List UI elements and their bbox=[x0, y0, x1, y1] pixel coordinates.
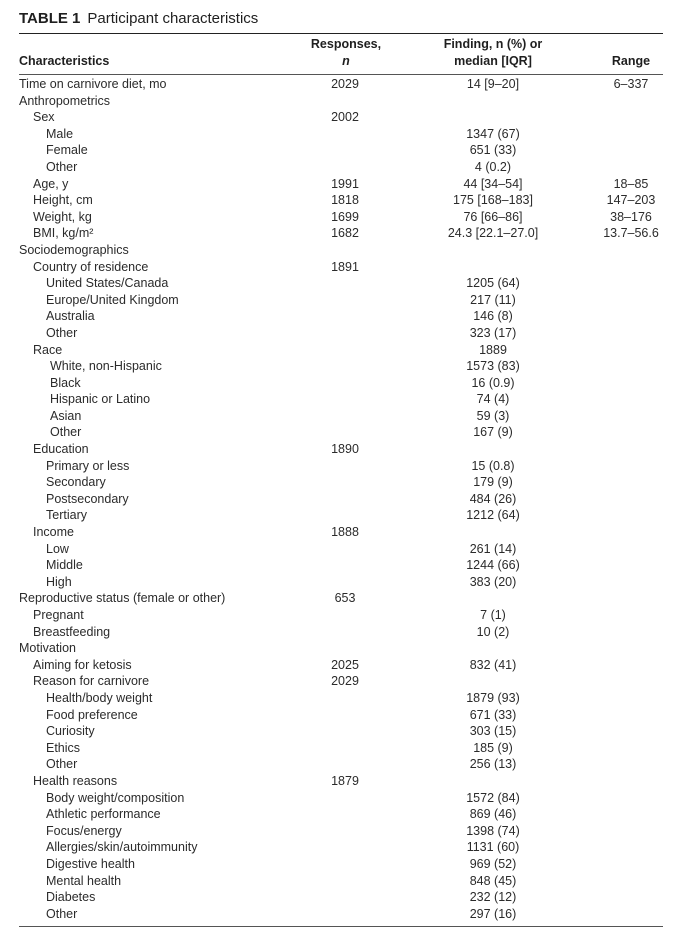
row-characteristic: Asian bbox=[50, 408, 82, 423]
row-characteristic: Time on carnivore diet, mo bbox=[19, 77, 167, 91]
table-row bbox=[0, 259, 682, 276]
row-characteristic: Ethics bbox=[46, 740, 81, 755]
header-responses bbox=[300, 36, 392, 70]
row-characteristic: Country of residence bbox=[33, 259, 149, 274]
row-finding: 671 (33) bbox=[469, 707, 517, 722]
row-responses: 1682 bbox=[331, 226, 359, 241]
header-range-label: Range bbox=[611, 54, 651, 68]
row-responses: 2025 bbox=[331, 657, 359, 672]
row-characteristic: Other bbox=[46, 757, 78, 772]
table-row bbox=[0, 391, 682, 408]
row-responses: 1991 bbox=[331, 176, 359, 191]
table-row bbox=[0, 424, 682, 441]
row-characteristic: Australia bbox=[46, 309, 95, 324]
row-finding: 7 (1) bbox=[480, 608, 506, 622]
table-row bbox=[0, 823, 682, 840]
table-label: TABLE 1 bbox=[19, 10, 81, 27]
header-finding-line1: Finding, n (%) or bbox=[443, 37, 543, 51]
table-body bbox=[0, 76, 682, 922]
row-finding: 14 [9–20] bbox=[466, 77, 520, 91]
row-characteristic: Primary or less bbox=[46, 458, 130, 473]
row-responses: 1699 bbox=[331, 209, 359, 224]
row-finding: 74 (4) bbox=[476, 392, 510, 407]
table-row bbox=[0, 342, 682, 359]
row-responses: 1888 bbox=[331, 525, 359, 540]
row-finding: 185 (9) bbox=[473, 740, 513, 755]
row-responses: 653 bbox=[334, 591, 356, 606]
row-characteristic: Motivation bbox=[19, 641, 76, 656]
row-characteristic: Postsecondary bbox=[46, 491, 129, 506]
table-row bbox=[0, 408, 682, 425]
row-finding: 179 (9) bbox=[473, 475, 513, 490]
table-row bbox=[0, 225, 682, 242]
row-responses: 1879 bbox=[331, 773, 359, 788]
row-characteristic: Aiming for ketosis bbox=[33, 657, 132, 672]
header-rule bbox=[19, 74, 663, 75]
row-finding: 651 (33) bbox=[469, 143, 517, 158]
row-finding: 24.3 [22.1–27.0] bbox=[447, 226, 539, 241]
table-row bbox=[0, 624, 682, 641]
row-finding: 232 (12) bbox=[469, 890, 517, 905]
header-characteristics: Characteristics bbox=[19, 54, 110, 68]
row-finding: 76 [66–86] bbox=[463, 209, 523, 224]
row-finding: 59 (3) bbox=[476, 408, 510, 423]
row-responses: 1818 bbox=[331, 193, 359, 208]
row-finding: 1131 (60) bbox=[466, 840, 520, 855]
row-range: 13.7–56.6 bbox=[603, 226, 659, 241]
table-row bbox=[0, 790, 682, 807]
table-row bbox=[0, 756, 682, 773]
row-characteristic: Pregnant bbox=[33, 608, 84, 622]
table-row bbox=[0, 541, 682, 558]
row-characteristic: Allergies/skin/autoimmunity bbox=[46, 840, 198, 855]
table-row bbox=[0, 707, 682, 724]
table-row bbox=[0, 557, 682, 574]
row-characteristic: Height, cm bbox=[33, 193, 93, 208]
table-row bbox=[0, 873, 682, 890]
row-finding: 869 (46) bbox=[469, 807, 517, 822]
table-row bbox=[0, 176, 682, 193]
table-row bbox=[0, 906, 682, 923]
table-row bbox=[0, 491, 682, 508]
table-row bbox=[0, 242, 682, 259]
row-finding: 261 (14) bbox=[469, 541, 517, 556]
table-row bbox=[0, 723, 682, 740]
table-row bbox=[0, 507, 682, 524]
row-characteristic: Health reasons bbox=[33, 773, 118, 788]
row-finding: 1889 bbox=[479, 342, 507, 357]
table-row bbox=[0, 375, 682, 392]
row-finding: 323 (17) bbox=[469, 325, 517, 340]
row-responses: 2002 bbox=[331, 110, 359, 125]
table-row bbox=[0, 889, 682, 906]
row-characteristic: Income bbox=[33, 525, 74, 540]
row-range: 6–337 bbox=[613, 77, 649, 91]
table-row bbox=[0, 109, 682, 126]
table-row bbox=[0, 806, 682, 823]
row-finding: 484 (26) bbox=[469, 491, 517, 506]
table-row bbox=[0, 358, 682, 375]
table-row bbox=[0, 209, 682, 226]
row-characteristic: Focus/energy bbox=[46, 823, 122, 838]
row-finding: 969 (52) bbox=[469, 856, 517, 871]
row-responses: 2029 bbox=[331, 77, 359, 91]
row-characteristic: Sex bbox=[33, 110, 55, 125]
row-finding: 383 (20) bbox=[469, 574, 517, 589]
row-characteristic: BMI, kg/m² bbox=[33, 226, 94, 241]
row-range: 38–176 bbox=[610, 209, 652, 224]
row-finding: 1573 (83) bbox=[466, 359, 520, 374]
table-row bbox=[0, 740, 682, 757]
table-row bbox=[0, 275, 682, 292]
row-responses: 2029 bbox=[331, 674, 359, 689]
row-characteristic: Mental health bbox=[46, 873, 122, 888]
row-finding: 44 [34–54] bbox=[463, 176, 523, 191]
row-characteristic: White, non-Hispanic bbox=[50, 359, 162, 374]
row-finding: 15 (0.8) bbox=[471, 458, 515, 473]
row-finding: 1212 (64) bbox=[466, 508, 520, 523]
row-characteristic: High bbox=[46, 574, 72, 589]
row-finding: 848 (45) bbox=[469, 873, 517, 888]
row-finding: 4 (0.2) bbox=[474, 159, 512, 174]
row-finding: 10 (2) bbox=[476, 624, 510, 639]
row-characteristic: Secondary bbox=[46, 475, 106, 490]
row-responses: 1891 bbox=[331, 259, 359, 274]
row-finding: 175 [168–183] bbox=[453, 193, 533, 208]
row-finding: 256 (13) bbox=[469, 757, 517, 772]
row-characteristic: Other bbox=[46, 159, 78, 174]
row-characteristic: Black bbox=[50, 375, 81, 390]
row-characteristic: Curiosity bbox=[46, 724, 95, 739]
row-characteristic: Body weight/composition bbox=[46, 790, 185, 805]
table-row bbox=[0, 607, 682, 624]
row-finding: 1879 (93) bbox=[466, 690, 520, 705]
row-characteristic: Food preference bbox=[46, 707, 138, 722]
table-row bbox=[0, 93, 682, 110]
row-characteristic: Middle bbox=[46, 558, 83, 573]
row-characteristic: Hispanic or Latino bbox=[50, 392, 151, 407]
table-title: Participant characteristics bbox=[87, 10, 259, 27]
table-row bbox=[0, 690, 682, 707]
table-row bbox=[0, 159, 682, 176]
row-finding: 1347 (67) bbox=[466, 126, 520, 141]
row-finding: 297 (16) bbox=[469, 906, 517, 921]
table-row bbox=[0, 574, 682, 591]
row-finding: 217 (11) bbox=[470, 292, 516, 307]
row-characteristic: Race bbox=[33, 342, 63, 357]
row-characteristic: Other bbox=[46, 906, 78, 921]
row-characteristic: Other bbox=[50, 425, 82, 440]
table-row bbox=[0, 773, 682, 790]
row-characteristic: Digestive health bbox=[46, 856, 135, 871]
row-characteristic: Health/body weight bbox=[46, 690, 153, 705]
row-characteristic: Diabetes bbox=[46, 890, 96, 905]
row-characteristic: Male bbox=[46, 126, 74, 141]
table-row bbox=[0, 441, 682, 458]
row-finding: 146 (8) bbox=[473, 309, 513, 324]
header-finding-line2: median [IQR] bbox=[454, 54, 532, 68]
table-row bbox=[0, 839, 682, 856]
table-row bbox=[0, 673, 682, 690]
row-characteristic: Tertiary bbox=[46, 508, 87, 523]
table-caption bbox=[19, 10, 258, 27]
row-characteristic: Weight, kg bbox=[33, 209, 92, 224]
row-characteristic: Age, y bbox=[33, 176, 69, 191]
row-finding: 303 (15) bbox=[469, 724, 517, 739]
header-responses-line1: Responses, bbox=[310, 37, 382, 51]
row-finding: 16 (0.9) bbox=[471, 375, 515, 390]
row-characteristic: Athletic performance bbox=[46, 807, 161, 822]
row-characteristic: United States/Canada bbox=[46, 276, 169, 291]
header-range bbox=[596, 53, 666, 70]
table-row bbox=[0, 657, 682, 674]
row-responses: 1890 bbox=[331, 442, 359, 457]
table-row bbox=[0, 76, 682, 93]
table-row bbox=[0, 640, 682, 657]
row-characteristic: Anthropometrics bbox=[19, 93, 111, 108]
table-row bbox=[0, 192, 682, 209]
row-characteristic: Female bbox=[46, 143, 88, 158]
table-row bbox=[0, 524, 682, 541]
table-row bbox=[0, 474, 682, 491]
row-finding: 1205 (64) bbox=[466, 276, 520, 291]
row-finding: 1398 (74) bbox=[466, 823, 520, 838]
row-range: 147–203 bbox=[606, 193, 656, 208]
table-row bbox=[0, 126, 682, 143]
top-rule bbox=[19, 33, 663, 34]
row-finding: 1572 (84) bbox=[466, 790, 520, 805]
row-characteristic: Reproductive status (female or other) bbox=[19, 591, 226, 606]
row-characteristic: Education bbox=[33, 442, 89, 457]
header-responses-line2: n bbox=[342, 54, 350, 68]
row-finding: 832 (41) bbox=[469, 657, 517, 672]
row-range: 18–85 bbox=[613, 176, 649, 191]
row-finding: 1244 (66) bbox=[466, 558, 520, 573]
bottom-rule bbox=[19, 926, 663, 927]
row-characteristic: Low bbox=[46, 541, 69, 556]
header-finding bbox=[418, 36, 568, 70]
table-row bbox=[0, 856, 682, 873]
row-finding: 167 (9) bbox=[473, 425, 513, 440]
row-characteristic: Sociodemographics bbox=[19, 242, 129, 257]
table-row bbox=[0, 292, 682, 309]
table-row bbox=[0, 308, 682, 325]
table-row bbox=[0, 142, 682, 159]
row-characteristic: Breastfeeding bbox=[33, 624, 111, 639]
table-row bbox=[0, 458, 682, 475]
table-row bbox=[0, 325, 682, 342]
table-row bbox=[0, 590, 682, 607]
row-characteristic: Other bbox=[46, 325, 78, 340]
row-characteristic: Reason for carnivore bbox=[33, 674, 150, 689]
row-characteristic: Europe/United Kingdom bbox=[46, 292, 179, 307]
